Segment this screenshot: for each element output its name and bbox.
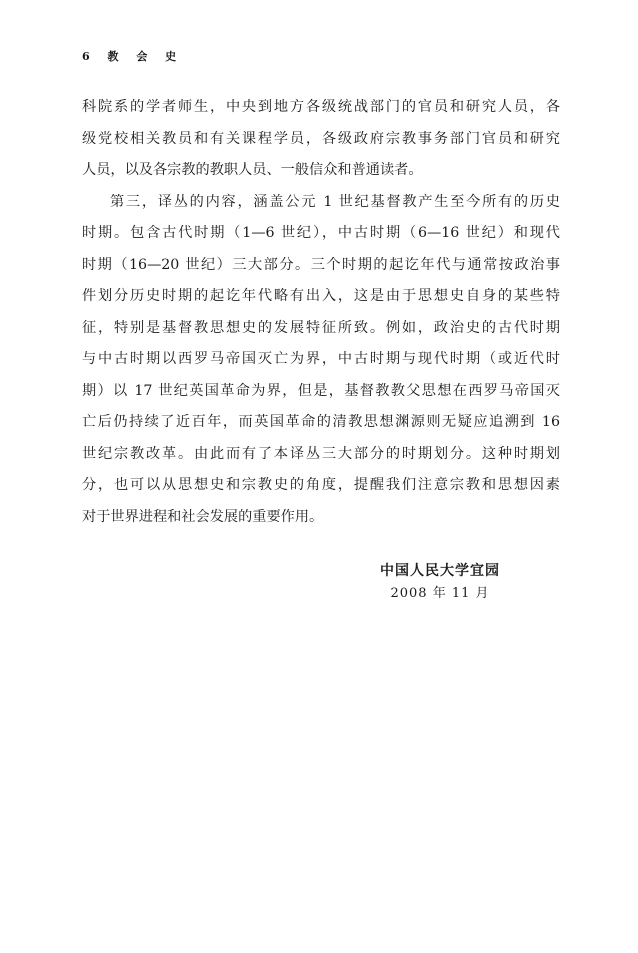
signature-name: 中国人民大学宜园 — [380, 563, 500, 579]
paragraph-2-line: 亡后仍持续了近百年，而英国革命的清教思想渊源则无疑应追溯到 16 — [82, 414, 560, 430]
paragraph-2-line: 征，特别是基督教思想史的发展特征所致。例如，政治史的古代时期 — [82, 319, 560, 336]
signature-date: 2008 年 11 月 — [390, 586, 490, 601]
running-head: 6 教 会 史 — [82, 50, 184, 63]
body-text — [82, 96, 560, 537]
paragraph-1-line: 科院系的学者师生，中央到地方各级统战部门的官员和研究人员，各 — [82, 99, 560, 115]
paragraph-2-line: 分，也可以从思想史和宗教史的角度，提醒我们注意宗教和思想因素 — [82, 477, 560, 493]
paragraph-1-line: 人员，以及各宗教的教职人员、一般信众和普通读者。 — [82, 162, 423, 178]
paragraph-2-line: 件划分历史时期的起讫年代略有出入，这是由于思想史自身的某些特 — [82, 288, 560, 304]
paragraph-2-line: 期）以 17 世纪英国革命为界，但是，基督教教父思想在西罗马帝国灭 — [82, 382, 560, 399]
paragraph-1-line: 级党校相关教员和有关课程学员，各级政府宗教事务部门官员和研究 — [82, 130, 560, 147]
paragraph-2-line: 对于世界进程和社会发展的重要作用。 — [82, 508, 324, 525]
paragraph-2-line: 时期。包含古代时期（1—6 世纪），中古时期（6—16 世纪）和现代 — [82, 225, 560, 241]
paragraph-2-line: 与中古时期以西罗马帝国灭亡为界，中古时期与现代时期（或近代时 — [82, 351, 560, 367]
paragraph-2-line: 时期（16—20 世纪）三大部分。三个时期的起讫年代与通常按政治事 — [82, 256, 560, 273]
paragraph-2-line: 世纪宗教改革。由此而有了本译丛三大部分的时期划分。这种时期划 — [82, 445, 560, 462]
paragraph-2-line: 第三，译丛的内容，涵盖公元 1 世纪基督教产生至今所有的历史 — [110, 193, 560, 210]
signature — [360, 560, 520, 601]
